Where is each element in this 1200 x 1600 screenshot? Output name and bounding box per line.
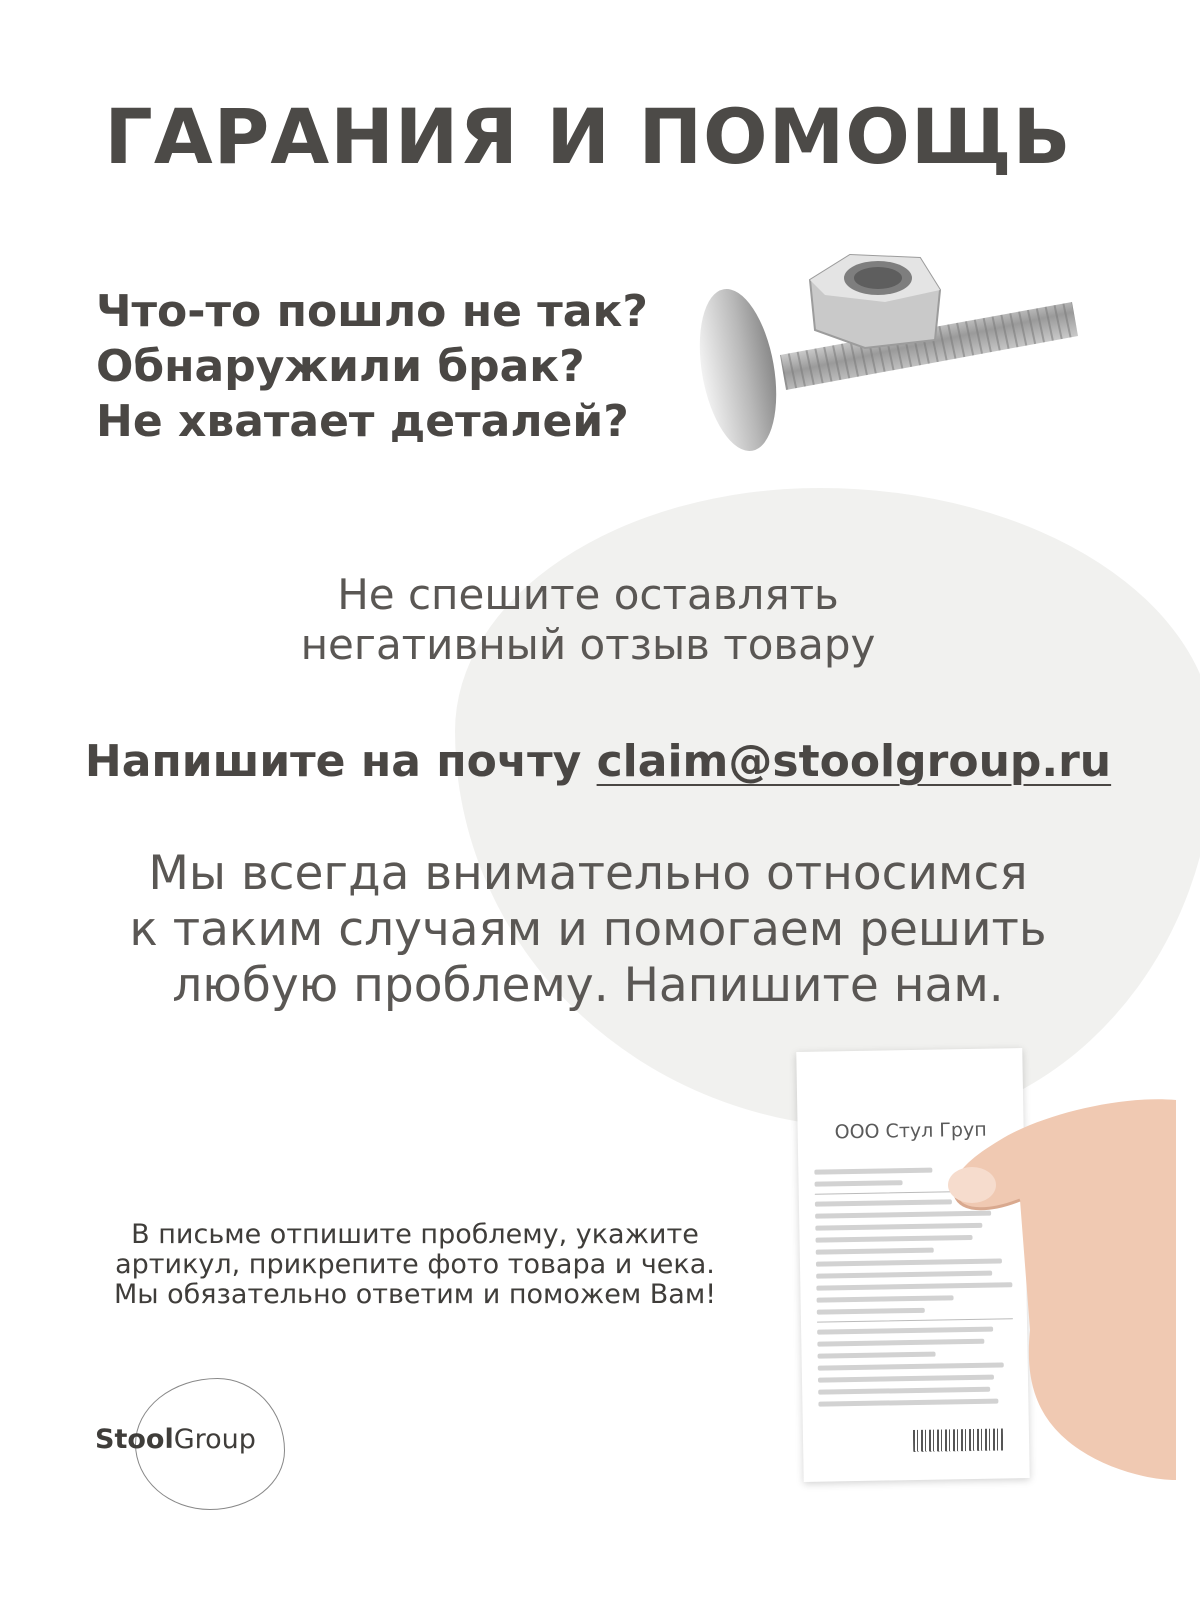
instruction-line-1: В письме отпишите проблему, укажите <box>131 1219 699 1250</box>
lead-line-1: Не спешите оставлять <box>337 570 839 619</box>
logo-bold: Stool <box>95 1424 174 1455</box>
assurance-text <box>0 846 1176 1014</box>
logo-light: Group <box>173 1424 256 1455</box>
lead-text <box>0 570 1176 670</box>
question-1: Что-то пошло не так? <box>96 286 648 337</box>
instruction-line-3: Мы обязательно ответим и поможем Вам! <box>113 1279 717 1310</box>
question-3: Не хватает деталей? <box>96 396 629 447</box>
lead-line-2: негативный отзыв товару <box>300 620 876 669</box>
assurance-line-2: к таким случаям и помогаем решить <box>129 902 1047 957</box>
receipt-title: ООО Стул Груп <box>834 1118 987 1144</box>
instruction-line-2: артикул, прикрепите фото товара и чека. <box>115 1249 715 1280</box>
assurance-line-3: любую проблему. Напишите нам. <box>172 958 1004 1013</box>
instructions-text <box>60 1220 770 1310</box>
logo-text <box>95 1424 256 1455</box>
assurance-line-1: Мы всегда внимательно относимся <box>148 846 1028 901</box>
question-2: Обнаружили брак? <box>96 341 585 392</box>
page-title: ГАРАНИЯ И ПОМОЩЬ <box>104 92 1072 181</box>
questions-block <box>96 284 648 449</box>
mail-line <box>0 736 1196 787</box>
mail-prefix: Напишите на почту <box>84 736 597 787</box>
hand-holding-receipt-icon <box>780 1080 1176 1480</box>
stool-group-logo <box>95 1378 295 1508</box>
email-link[interactable]: claim@stoolgroup.ru <box>596 736 1112 787</box>
bolt-and-nut-icon <box>690 240 1090 470</box>
